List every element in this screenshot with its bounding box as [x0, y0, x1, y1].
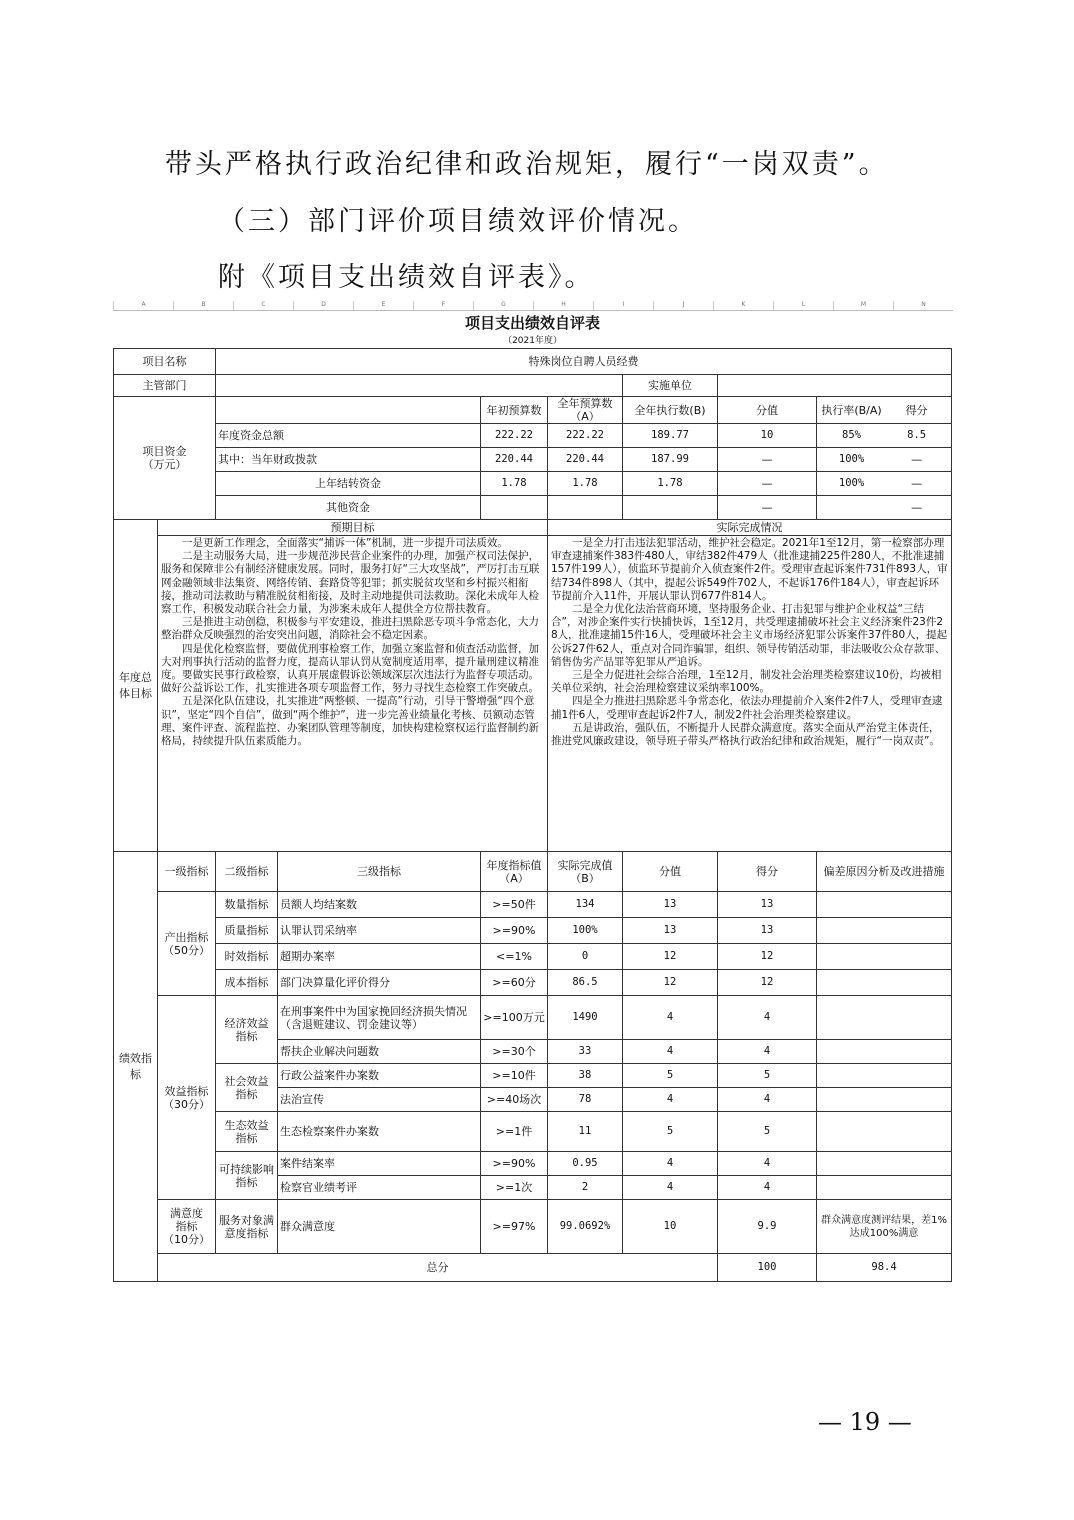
- score-value: 12: [623, 944, 718, 970]
- funds-rate: 100%: [838, 477, 865, 489]
- target-value: >=40场次: [481, 1088, 548, 1112]
- funds-score-val: —: [718, 448, 817, 472]
- deviation-note: [817, 918, 952, 944]
- level2-ecological: 生态效益 指标: [216, 1112, 278, 1152]
- funds-score-val: —: [718, 496, 817, 520]
- performance-evaluation-table: [113, 311, 952, 1282]
- actual-value: 1490: [548, 996, 623, 1040]
- perf-header: 实际完成值（B）: [548, 852, 623, 892]
- deviation-note: [817, 1176, 952, 1200]
- target-value: >=97%: [481, 1200, 548, 1254]
- funds-init: 220.44: [481, 448, 548, 472]
- dept-value: [216, 375, 623, 397]
- target-value: >=50件: [481, 892, 548, 918]
- funds-rate: 85%: [842, 429, 861, 441]
- target-value: >=100万元: [481, 996, 548, 1040]
- score-value: 4: [623, 1176, 718, 1200]
- goals-label: 年度总体目标: [114, 520, 158, 852]
- funds-header: 分值: [718, 397, 817, 424]
- actual-value: 2: [548, 1176, 623, 1200]
- funds-header: 全年执行数(B): [623, 397, 718, 424]
- col-letter: G: [473, 301, 533, 310]
- paragraph-2: （三）部门评价项目绩效评价情况。: [218, 206, 698, 237]
- col-letter: M: [833, 301, 893, 310]
- score: 9.9: [718, 1200, 817, 1254]
- target-value: >=1件: [481, 1112, 548, 1152]
- actual-value: 100%: [548, 918, 623, 944]
- expected-goal: 一是更新工作理念，全面落实“捕诉一体”机制，进一步提升司法质效。: [182, 537, 508, 549]
- total-label: 总分: [158, 1254, 718, 1282]
- level1-effect: 效益指标 （30分）: [158, 996, 216, 1200]
- col-letter: N: [893, 301, 953, 310]
- funds-exec: 1.78: [623, 472, 718, 496]
- score: 4: [718, 1040, 817, 1064]
- expected-goal: 二是主动服务大局，进一步规范涉民营企业案件的办理，加强产权司法保护，服务和保障非公有制经济健康发展。同时，服务打好“三大攻坚战”，严厉打击互联网金融领域非法集资、网络传销、套路贷等犯罪；抓实脱贫攻坚和乡村振兴相衔接，推动司法救助与精准脱贫相衔接，及时主动地提供司法救助。深化未成年人检察工作，积极发动联合社会力量，为涉案未成年人提供全方位帮扶教育。: [161, 550, 540, 616]
- col-letter: B: [173, 301, 233, 310]
- score-value: 4: [623, 996, 718, 1040]
- level1-satisfaction: 满意度 指标 （10分）: [158, 1200, 216, 1254]
- score: 5: [718, 1064, 817, 1088]
- deviation-note: [817, 996, 952, 1040]
- target-value: >=60分: [481, 970, 548, 996]
- funds-init: 222.22: [481, 424, 548, 448]
- funds-init: [481, 496, 548, 520]
- deviation-note: 群众满意度测评结果，差1%达成100%满意: [817, 1200, 952, 1254]
- deviation-note: [817, 970, 952, 996]
- funds-row-label: 年度资金总额: [216, 424, 481, 448]
- target-value: >=90%: [481, 1152, 548, 1176]
- actual-value: 0: [548, 944, 623, 970]
- funds-rate: 100%: [838, 453, 865, 465]
- score-value: 12: [623, 970, 718, 996]
- funds-score: —: [911, 477, 923, 490]
- actual-value: 38: [548, 1064, 623, 1088]
- deviation-note: [817, 944, 952, 970]
- funds-full: 220.44: [548, 448, 623, 472]
- col-letter: A: [113, 301, 173, 310]
- funds-full: [548, 496, 623, 520]
- col-letter: I: [593, 301, 653, 310]
- funds-rate: [819, 501, 884, 514]
- score-value: 4: [623, 1040, 718, 1064]
- actual-value: 99.0692%: [548, 1200, 623, 1254]
- deviation-note: [817, 892, 952, 918]
- funds-score: 8.5: [907, 429, 927, 441]
- funds-row-label: 上年结转资金: [216, 472, 481, 496]
- score: 13: [718, 892, 817, 918]
- actual-value: 33: [548, 1040, 623, 1064]
- perf-header: 二级指标: [216, 852, 278, 892]
- expected-goal: 三是推进主动创稳，积极参与平安建设，推进扫黑除恶专项斗争常态化，大力整治群众反映强烈的治安突出问题，消除社会不稳定因素。: [161, 616, 539, 642]
- actual-value: 0.95: [548, 1152, 623, 1176]
- total-score: 98.4: [817, 1254, 952, 1282]
- funds-rate-score: [817, 496, 952, 520]
- target-value: >=10件: [481, 1064, 548, 1088]
- actual-value: 11: [548, 1112, 623, 1152]
- impl-label: 实施单位: [623, 375, 718, 397]
- actual-result: 一是全力打击违法犯罪活动，维护社会稳定。2021年1至12月，第一检察部办理审查逮捕案件383件480人，审结382件479人（批准逮捕225件280人，不批准逮捕157件199人），侦监环节提前介入侦查案件2件。受理审查起诉案件731件893人，审结734件898人（其中，提起公诉549件702人，不起诉176件184人），审查起诉环节提前介入11件，开展认罪认罚677件814人。: [551, 537, 948, 602]
- level2-economic: 经济效益 指标: [216, 996, 278, 1064]
- spreadsheet-column-header: [113, 301, 953, 311]
- level3-indicator: 在刑事案件中为国家挽回经济损失情况（含退赃建议、罚金建议等）: [278, 996, 481, 1040]
- funds-header: 全年预算数（A）: [548, 397, 623, 424]
- col-letter: F: [413, 301, 473, 310]
- funds-header: 年初预算数: [481, 397, 548, 424]
- col-letter: H: [533, 301, 593, 310]
- score: 12: [718, 944, 817, 970]
- level2-quantity: 数量指标: [216, 892, 278, 918]
- funds-score: —: [911, 501, 923, 514]
- funds-rate-score: [817, 472, 952, 496]
- table-year: （2021年度）: [503, 336, 562, 346]
- level3-indicator: 员额人均结案数: [278, 892, 481, 918]
- score-value: 13: [623, 918, 718, 944]
- target-value: >=30个: [481, 1040, 548, 1064]
- level3-indicator: 超期办案率: [278, 944, 481, 970]
- level3-indicator: 法治宣传: [278, 1088, 481, 1112]
- level2-quality: 质量指标: [216, 918, 278, 944]
- target-value: >=1次: [481, 1176, 548, 1200]
- impl-value: [718, 375, 952, 397]
- col-letter: J: [653, 301, 713, 310]
- funds-init: 1.78: [481, 472, 548, 496]
- page-number: — 19 —: [818, 1408, 912, 1436]
- level3-indicator: 帮扶企业解决问题数: [278, 1040, 481, 1064]
- perf-header: 得分: [718, 852, 817, 892]
- deviation-note: [817, 1064, 952, 1088]
- funds-full: 1.78: [548, 472, 623, 496]
- score-value: 4: [623, 1152, 718, 1176]
- score-value: 5: [623, 1112, 718, 1152]
- actual-result: 三是全力促进社会综合治理，1至12月，制发社会治理类检察建议10份，均被相关单位采纳，社会治理检察建议采纳率100%。: [551, 669, 942, 695]
- funds-label: 项目资金 （万元）: [114, 397, 216, 520]
- actual-goals-text: [548, 536, 952, 852]
- perf-label: 绩效指标: [114, 852, 158, 1282]
- level3-indicator: 部门决算量化评价得分: [278, 970, 481, 996]
- funds-row-label: 其中：当年财政拨款: [216, 448, 481, 472]
- funds-header: 执行率(B/A): [821, 403, 882, 417]
- perf-header: 年度指标值（A）: [481, 852, 548, 892]
- paragraph-1: 带头严格执行政治纪律和政治规矩，履行“一岗双责”。: [165, 149, 889, 180]
- actual-result: 二是全力优化法治营商环境，坚持服务企业、打击犯罪与维护企业权益“三结合”，对涉企案件实行快捕快诉，1至12月，共受理逮捕破坏社会主义经济案件23件28人，批准逮捕15件16人，受理破坏社会主义市场经济犯罪公诉案件37件80人，提起公诉27件62人，重点对合同诈骗罪，组织、领导传销活动罪，非法吸收公众存款罪、销售伪劣产品罪等犯罪从严追诉。: [551, 603, 948, 668]
- funds-header-rate: [817, 397, 952, 424]
- project-name-label: 项目名称: [114, 349, 216, 375]
- level3-indicator: 群众满意度: [278, 1200, 481, 1254]
- actual-value: 86.5: [548, 970, 623, 996]
- level3-indicator: 案件结案率: [278, 1152, 481, 1176]
- score: 4: [718, 1176, 817, 1200]
- level3-indicator: 生态检察案件办案数: [278, 1112, 481, 1152]
- level2-cost: 成本指标: [216, 970, 278, 996]
- perf-header: 三级指标: [278, 852, 481, 892]
- level2-timeliness: 时效指标: [216, 944, 278, 970]
- actual-goals-header: 实际完成情况: [548, 520, 952, 536]
- level2-sustainable: 可持续影响 指标: [216, 1152, 278, 1200]
- target-value: >=90%: [481, 918, 548, 944]
- level3-indicator: 行政公益案件办案数: [278, 1064, 481, 1088]
- col-letter: K: [713, 301, 773, 310]
- deviation-note: [817, 1040, 952, 1064]
- actual-value: 134: [548, 892, 623, 918]
- expected-goal: 五是深化队伍建设，扎实推进“两整顿、一提高”行动，引导干警增强“四个意识”，坚定“四个自信”，做到“两个维护”，进一步完善业绩量化考核、员额动态管理、案件评查、流程监控、办案团队管理等制度，加快构建检察权运行监督制约新格局，持续提升队伍素质能力。: [161, 695, 539, 748]
- score: 4: [718, 996, 817, 1040]
- level2-service: 服务对象满 意度指标: [216, 1200, 278, 1254]
- deviation-note: [817, 1152, 952, 1176]
- col-letter: E: [353, 301, 413, 310]
- score: 12: [718, 970, 817, 996]
- level2-social: 社会效益 指标: [216, 1064, 278, 1112]
- perf-header: 一级指标: [158, 852, 216, 892]
- funds-rate-score: [817, 424, 952, 448]
- deviation-note: [817, 1112, 952, 1152]
- expected-goal: 四是优化检察监督，要做优刑事检察工作，加强立案监督和侦查活动监督，加大对刑事执行活动的监督力度，提高认罪认罚从宽制度适用率，提升量刑建议精准度。要做实民事行政检察，认真开展虚假诉讼领域深层次违法行为监督专项活动。做好公益诉讼工作，扎实推进各项专项监督工作，努力寻找生态检察工作突破点。: [161, 642, 539, 695]
- level3-indicator: 检察官业绩考评: [278, 1176, 481, 1200]
- score-value: 10: [623, 1200, 718, 1254]
- actual-result: 四是全力推进扫黑除恶斗争常态化，依法办理提前介入案件2件7人，受理审查逮捕1件6人，受理审查起诉2件7人，制发2件社会治理类检察建议。: [551, 695, 943, 721]
- perf-header: 分值: [623, 852, 718, 892]
- expected-goals-text: [158, 536, 548, 852]
- deviation-note: [817, 1088, 952, 1112]
- project-name-value: 特殊岗位自聘人员经费: [216, 349, 952, 375]
- table-title: 项目支出绩效自评表: [465, 313, 601, 332]
- score: 4: [718, 1152, 817, 1176]
- col-letter: D: [293, 301, 353, 310]
- funds-full: 222.22: [548, 424, 623, 448]
- funds-exec: 189.77: [623, 424, 718, 448]
- actual-value: 78: [548, 1088, 623, 1112]
- score: 13: [718, 918, 817, 944]
- funds-header-blank: [216, 397, 481, 424]
- funds-rate-score: [817, 448, 952, 472]
- perf-header: 偏差原因分析及改进措施: [817, 852, 952, 892]
- score: 4: [718, 1088, 817, 1112]
- col-letter: L: [773, 301, 833, 310]
- funds-exec: 187.99: [623, 448, 718, 472]
- level1-output: 产出指标 （50分）: [158, 892, 216, 996]
- actual-result: 五是讲政治，强队伍，不断提升人民群众满意度。落实全面从严治党主体责任，推进党风廉政建设，领导班子带头严格执行政治纪律和政治规矩，履行“一岗双责”。: [551, 721, 940, 748]
- target-value: <=1%: [481, 944, 548, 970]
- paragraph-3: 附《项目支出绩效自评表》。: [218, 262, 595, 293]
- score-value: 5: [623, 1064, 718, 1088]
- funds-header: 得分: [905, 403, 928, 417]
- total-score-value: 100: [718, 1254, 817, 1282]
- funds-score: —: [911, 453, 923, 466]
- score-value: 4: [623, 1088, 718, 1112]
- score-value: 13: [623, 892, 718, 918]
- dept-label: 主管部门: [114, 375, 216, 397]
- col-letter: C: [233, 301, 293, 310]
- funds-row-label: 其他资金: [216, 496, 481, 520]
- funds-score-val: 10: [718, 424, 817, 448]
- funds-score-val: —: [718, 472, 817, 496]
- score: 5: [718, 1112, 817, 1152]
- funds-exec: [623, 496, 718, 520]
- expected-goals-header: 预期目标: [158, 520, 548, 536]
- level3-indicator: 认罪认罚采纳率: [278, 918, 481, 944]
